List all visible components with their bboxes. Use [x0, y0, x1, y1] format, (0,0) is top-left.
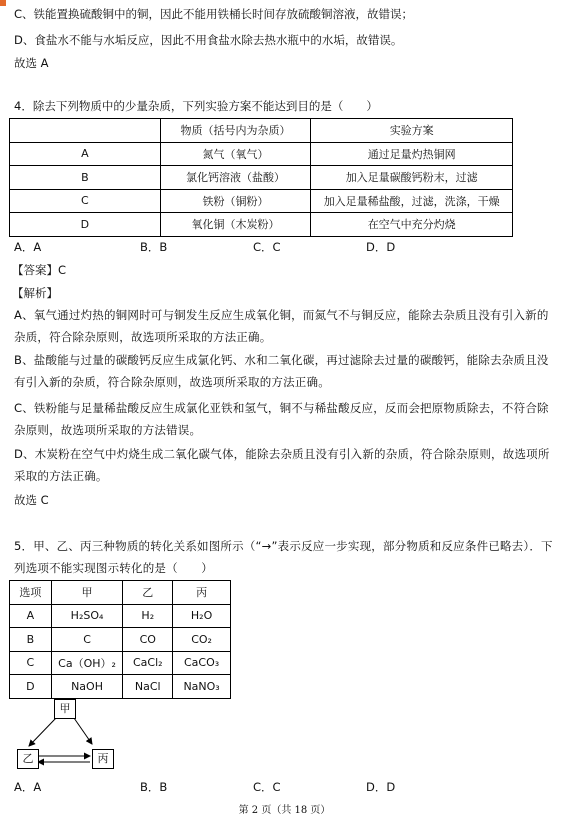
table-cell: 通过足量灼热铜网 [311, 142, 513, 166]
table-header-cell: 物质（括号内为杂质） [160, 119, 311, 143]
arrow-jia-to-bing [74, 718, 92, 744]
q4-stem: 4．除去下列物质中的少量杂质，下列实验方案不能达到目的是（ ） [14, 99, 378, 113]
table-cell: D [10, 675, 52, 699]
table-cell: 氧化铜（木炭粉） [160, 213, 311, 237]
table-cell: 在空气中充分灼烧 [311, 213, 513, 237]
table-cell: A [10, 604, 52, 628]
table-cell: C [51, 628, 123, 652]
table-header-cell: 丙 [173, 581, 231, 605]
prev-line-d: D、食盐水不能与水垢反应，因此不用食盐水除去热水瓶中的水垢，故错误。 [14, 33, 403, 47]
q5-stem: 5．甲、乙、丙三种物质的转化关系如图所示（“→”表示反应一步实现，部分物质和反应条件已略去）．下列选项不能实现图示转化的是（ ） [14, 539, 553, 575]
analysis-b: B、盐酸能与过量的碳酸钙反应生成氯化钙、水和二氧化碳，再过滤除去过量的碳酸钙，能除去杂质且没有引入新的杂质，符合除杂原则，故选项所采取的方法正确。 [14, 353, 549, 389]
table-cell: Ca（OH）₂ [51, 651, 123, 675]
table-header-cell: 甲 [51, 581, 123, 605]
table-cell: 氮气（氧气） [160, 142, 311, 166]
page-footer: 第 2 页（共 18 页） [238, 805, 331, 816]
table-cell: CO [123, 628, 173, 652]
option-d: D．D [366, 780, 396, 794]
table-cell: CaCO₃ [173, 651, 231, 675]
arrow-jia-to-yi [29, 718, 56, 746]
table-cell: NaNO₃ [173, 675, 231, 699]
table-cell: B [10, 628, 52, 652]
table-cell: B [10, 166, 161, 190]
prev-line-c: C、铁能置换硫酸铜中的铜，因此不能用铁桶长时间存放硫酸铜溶液，故错误； [14, 7, 414, 21]
table-cell: H₂O [173, 604, 231, 628]
analysis-d: D、木炭粉在空气中灼烧生成二氧化碳气体，能除去杂质且没有引入新的杂质，符合除杂原则，故选项所采取的方法正确。 [14, 447, 550, 483]
table-header-cell: 乙 [123, 581, 173, 605]
table-cell: H₂ [123, 604, 173, 628]
table-cell: C [10, 189, 161, 213]
table-header-cell: 实验方案 [311, 119, 513, 143]
option-c: C．C [253, 240, 281, 254]
table-cell: 氯化钙溶液（盐酸） [160, 166, 311, 190]
table-cell: 铁粉（铜粉） [160, 189, 311, 213]
analysis-label: 【解析】 [12, 286, 58, 300]
table-cell: C [10, 651, 52, 675]
table-cell: CO₂ [173, 628, 231, 652]
prev-answer: 故选 A [14, 56, 49, 70]
table-cell: H₂SO₄ [51, 604, 123, 628]
option-a: A．A [14, 780, 42, 794]
table-cell: NaCl [123, 675, 173, 699]
node-yi: 乙 [17, 749, 39, 769]
option-c: C．C [253, 780, 281, 794]
table-cell: D [10, 213, 161, 237]
table-cell: NaOH [51, 675, 123, 699]
option-d: D．D [366, 240, 396, 254]
analysis-conclusion: 故选 C [14, 493, 49, 507]
node-bing: 丙 [92, 749, 114, 769]
option-b: B．B [140, 240, 168, 254]
answer-label: 【答案】C [12, 263, 67, 277]
table-header-cell: 选项 [10, 581, 52, 605]
table-cell: 加入足量稀盐酸，过滤，洗涤，干燥 [311, 189, 513, 213]
table-cell: CaCl₂ [123, 651, 173, 675]
option-a: A．A [14, 240, 42, 254]
analysis-a: A、氧气通过灼热的铜网时可与铜发生反应生成氧化铜，而氮气不与铜反应，能除去杂质且没有引入新的杂质，符合除杂原则，故选项所采取的方法正确。 [14, 308, 549, 344]
table-cell: 加入足量碳酸钙粉末，过滤 [311, 166, 513, 190]
node-jia: 甲 [54, 699, 76, 719]
analysis-c: C、铁粉能与足量稀盐酸反应生成氯化亚铁和氢气，铜不与稀盐酸反应，反而会把原物质除去，不符合除杂原则，故选项所采取的方法错误。 [14, 401, 549, 437]
table-cell: A [10, 142, 161, 166]
option-b: B．B [140, 780, 168, 794]
